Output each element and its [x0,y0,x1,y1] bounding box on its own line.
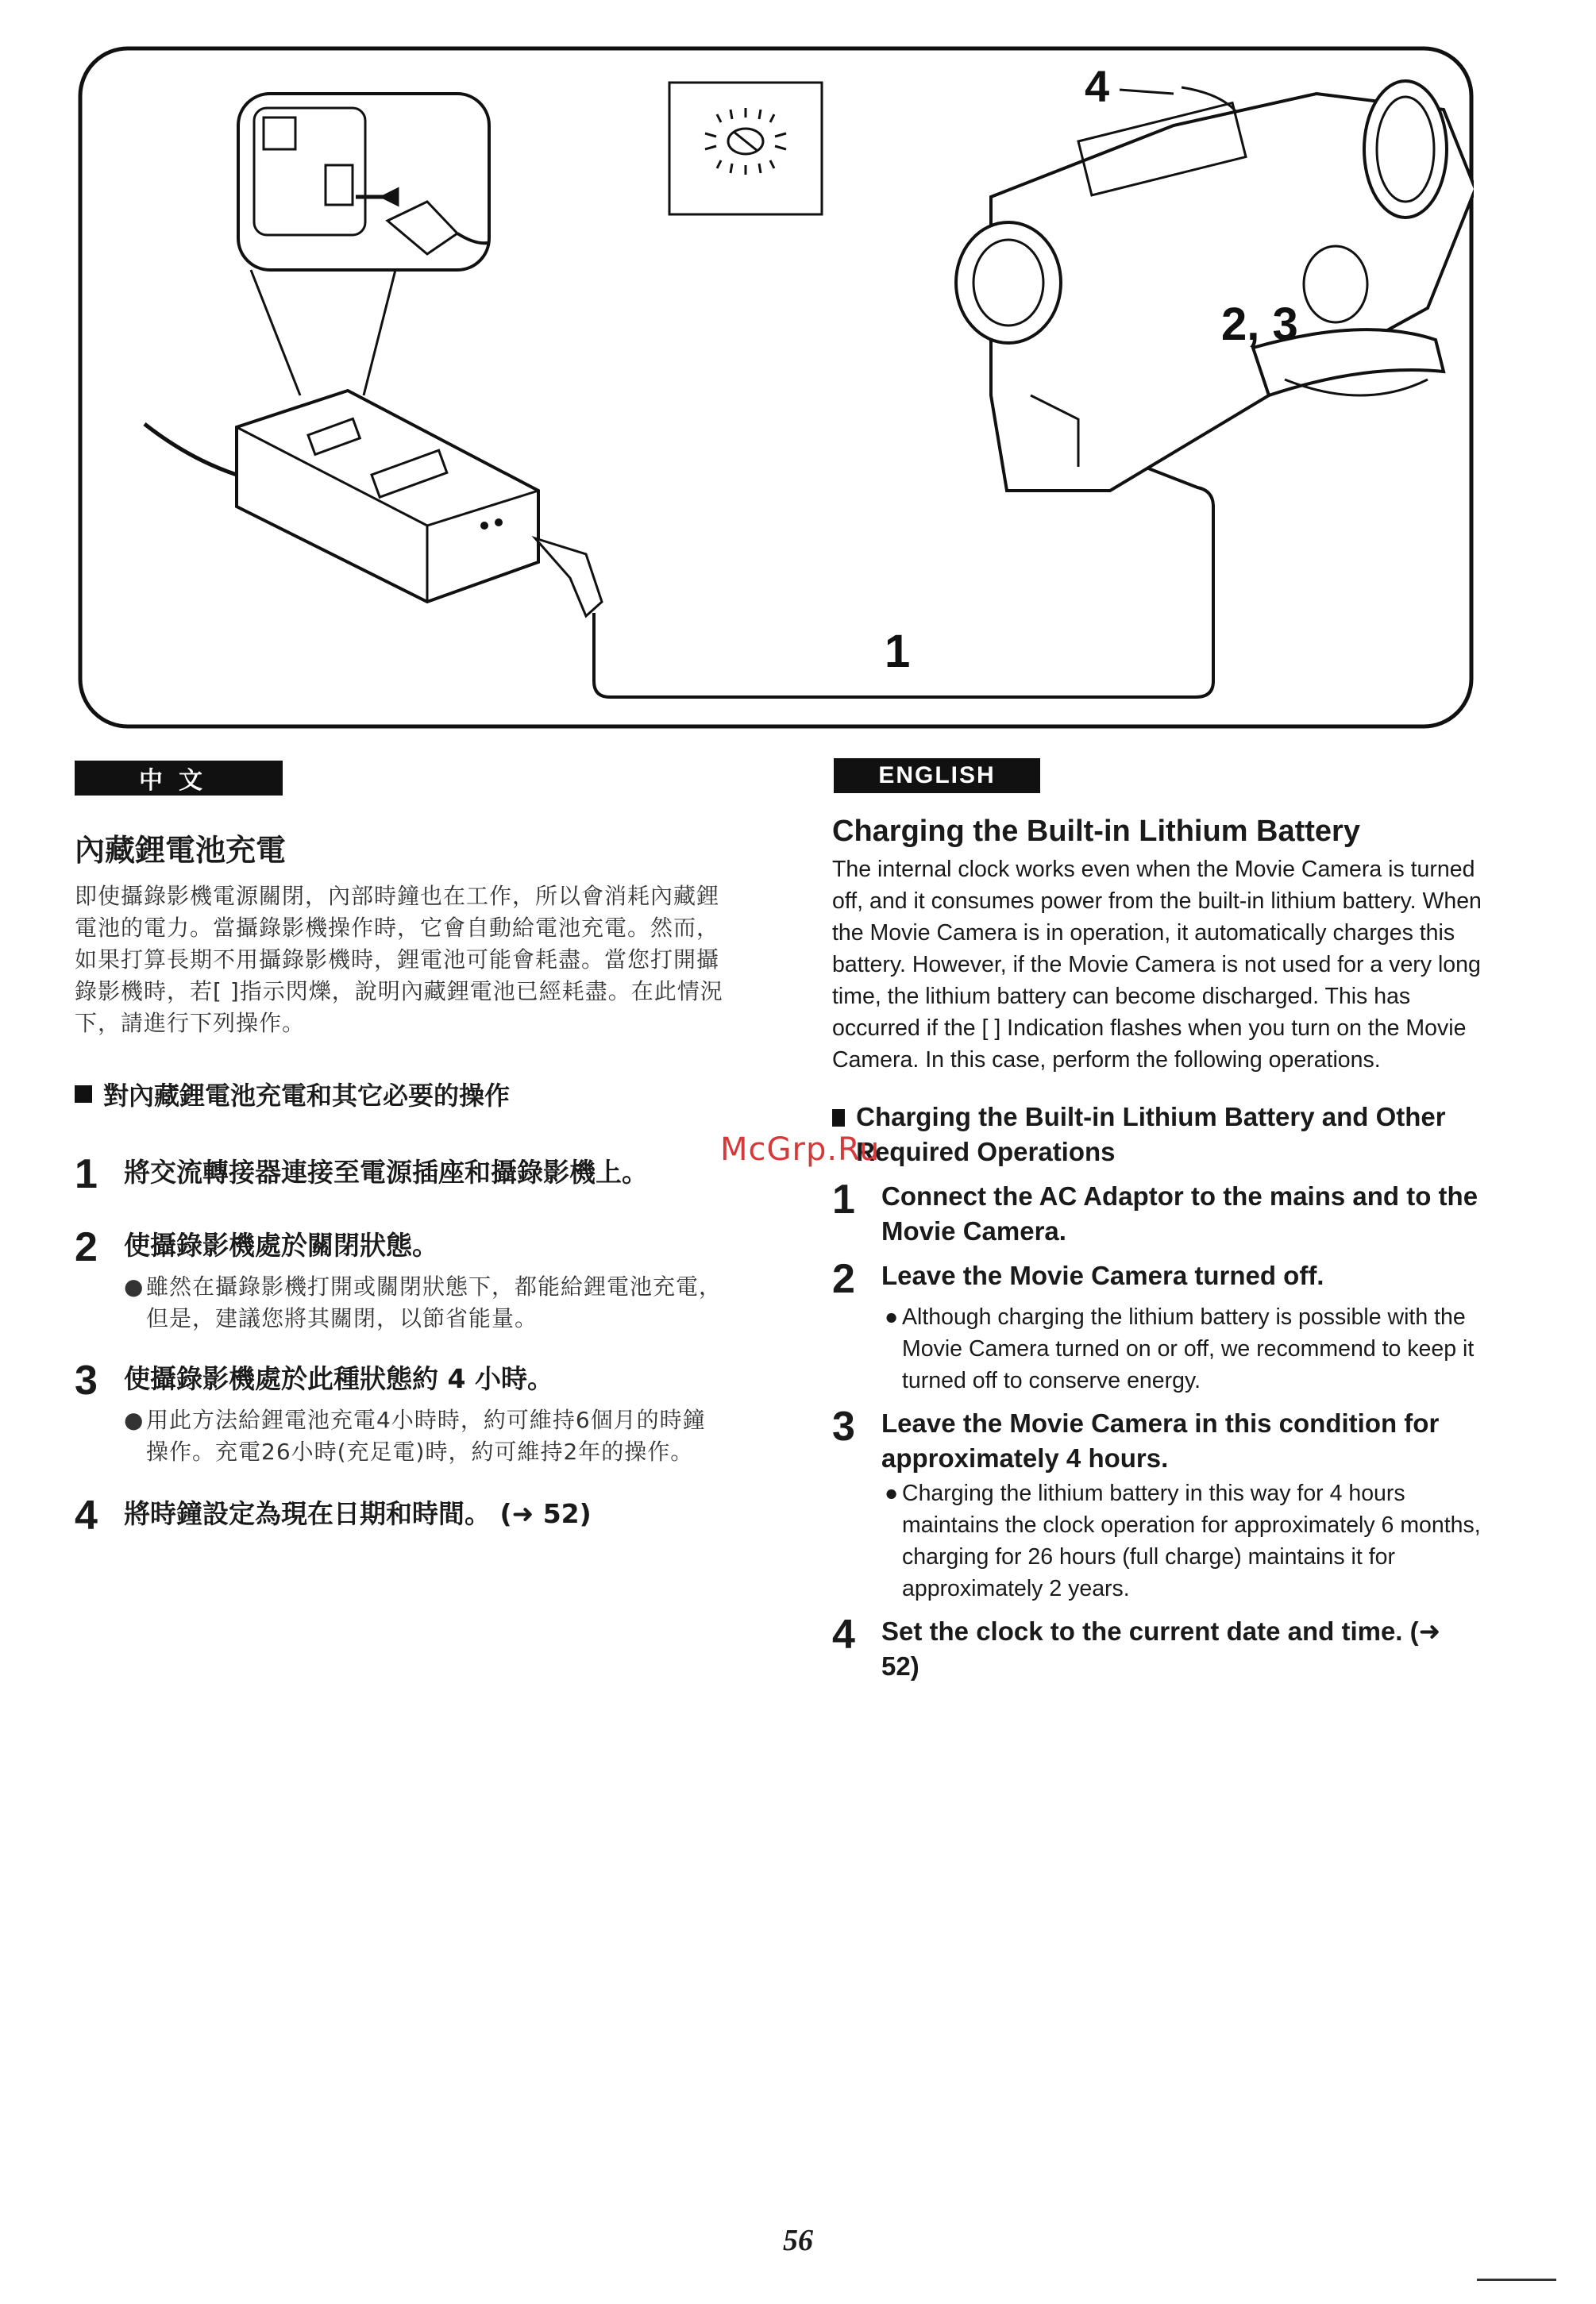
step-text: Leave the Movie Camera in this condition for approximately 4 hours. [881,1408,1440,1473]
zh-subhead-text: 對內藏鋰電池充電和其它必要的操作 [103,1081,511,1111]
note-text: 用此方法給鋰電池充電4小時時，約可維持6個月的時鐘操作。充電26小時(充足電)時，約可維持2年的操作。 [146,1407,706,1465]
callout-1: 1 [885,626,911,677]
en-intro: The internal clock works even when the Movie Camera is turned off, and it consumes power from the built-in lithium battery. When the Movie Camera is in operation, it automatically charges this battery. However, if the Movie Camera is not used for a very long time, the lithium battery can become discharged. This has occurred if the [ ] Indication flashes when you turn on the Movie Camera. In this case, perform the following operations. [832,857,1482,1073]
bullet-icon: ● [124,1273,145,1300]
step-number: 4 [832,1612,855,1658]
bullet-icon: ● [885,1304,899,1330]
en-step-3 [832,1406,1483,1476]
watermark: McGrp.Ru [720,1131,881,1168]
english-section-tab: ENGLISH [834,758,1040,793]
callout-4: 4 [1085,61,1110,111]
step-number: 1 [832,1177,855,1223]
camera-charging-illustration [78,46,1474,729]
step-number: 1 [75,1151,98,1197]
note-text: Although charging the lithium battery is possible with the Movie Camera turned on or off, we recommend to keep it turned off to conserve energy. [902,1304,1475,1393]
zh-step-3-note [124,1404,726,1468]
bullet-icon: ● [885,1481,899,1506]
callout-2-3: 2, 3 [1221,299,1298,350]
en-title: Charging the Built-in Lithium Battery [832,815,1360,848]
movie-camera [956,81,1474,491]
en-step-3-note [885,1478,1483,1605]
bullet-icon: ● [124,1407,145,1433]
en-step-1 [832,1179,1483,1249]
note-text: 雖然在攝錄影機打開或關閉狀態下，都能給鋰電池充電，但是，建議您將其關閉，以節省能量。 [146,1273,723,1331]
step-text: 使攝錄影機處於關閉狀態。 [124,1230,438,1261]
plug-zoom-inset [238,94,489,395]
zh-subhead [75,1076,726,1112]
step-text: 使攝錄影機處於此種狀態約 4 小時。 [124,1363,553,1394]
square-bullet-icon [75,1085,92,1103]
step-text: Connect the AC Adaptor to the mains and to the Movie Camera. [881,1181,1478,1246]
corner-rule [1477,2279,1556,2281]
page-number: 56 [783,2224,813,2257]
step-number: 2 [75,1224,98,1270]
step-text: Leave the Movie Camera turned off. [881,1261,1324,1290]
step-number: 4 [75,1493,98,1539]
step-number: 3 [832,1404,855,1450]
en-step-2-note [885,1301,1483,1397]
chinese-column [75,826,726,1539]
zh-intro: 即使攝錄影機電源關閉，內部時鐘也在工作，所以會消耗內藏鋰電池的電力。當攝錄影機操作時，它會自動給電池充電。然而，如果打算長期不用攝錄影機時，鋰電池可能會耗盡。當您打開攝錄影機時，若[ ]指示閃爍，說明內藏鋰電池已經耗盡。在此情況下，請進行下列操作。 [75,883,723,1036]
zh-step-1 [75,1151,726,1197]
step-text: 將交流轉接器連接至電源插座和攝錄影機上。 [124,1157,648,1188]
chinese-section-tab: 中文 [75,761,283,796]
en-step-4 [832,1614,1483,1684]
en-subhead-text: Charging the Built-in Lithium Battery and Other Required Operations [856,1102,1446,1166]
step-number: 3 [75,1358,98,1404]
zh-step-2-note [124,1271,726,1335]
en-step-2 [832,1258,1483,1300]
step-text: 將時鐘設定為現在日期和時間。 (➜ 52) [124,1498,592,1529]
square-bullet-icon [832,1109,845,1127]
step-number: 2 [832,1256,855,1302]
zh-step-4 [75,1493,726,1539]
zh-step-2 [75,1224,726,1270]
note-text: Charging the lithium battery in this way for 4 hours maintains the clock operation for approximately 6 months, charging for 26 hours (full charge) maintains it for approximately 2 years. [902,1481,1481,1601]
lithium-indicator-box [669,83,822,214]
zh-title: 內藏鋰電池充電 [75,833,287,868]
step-text: Set the clock to the current date and time. (➜ 52) [881,1616,1441,1681]
ac-adaptor [145,391,602,616]
zh-step-3 [75,1358,726,1404]
english-column [832,815,1483,1684]
en-subhead [832,1100,1483,1169]
